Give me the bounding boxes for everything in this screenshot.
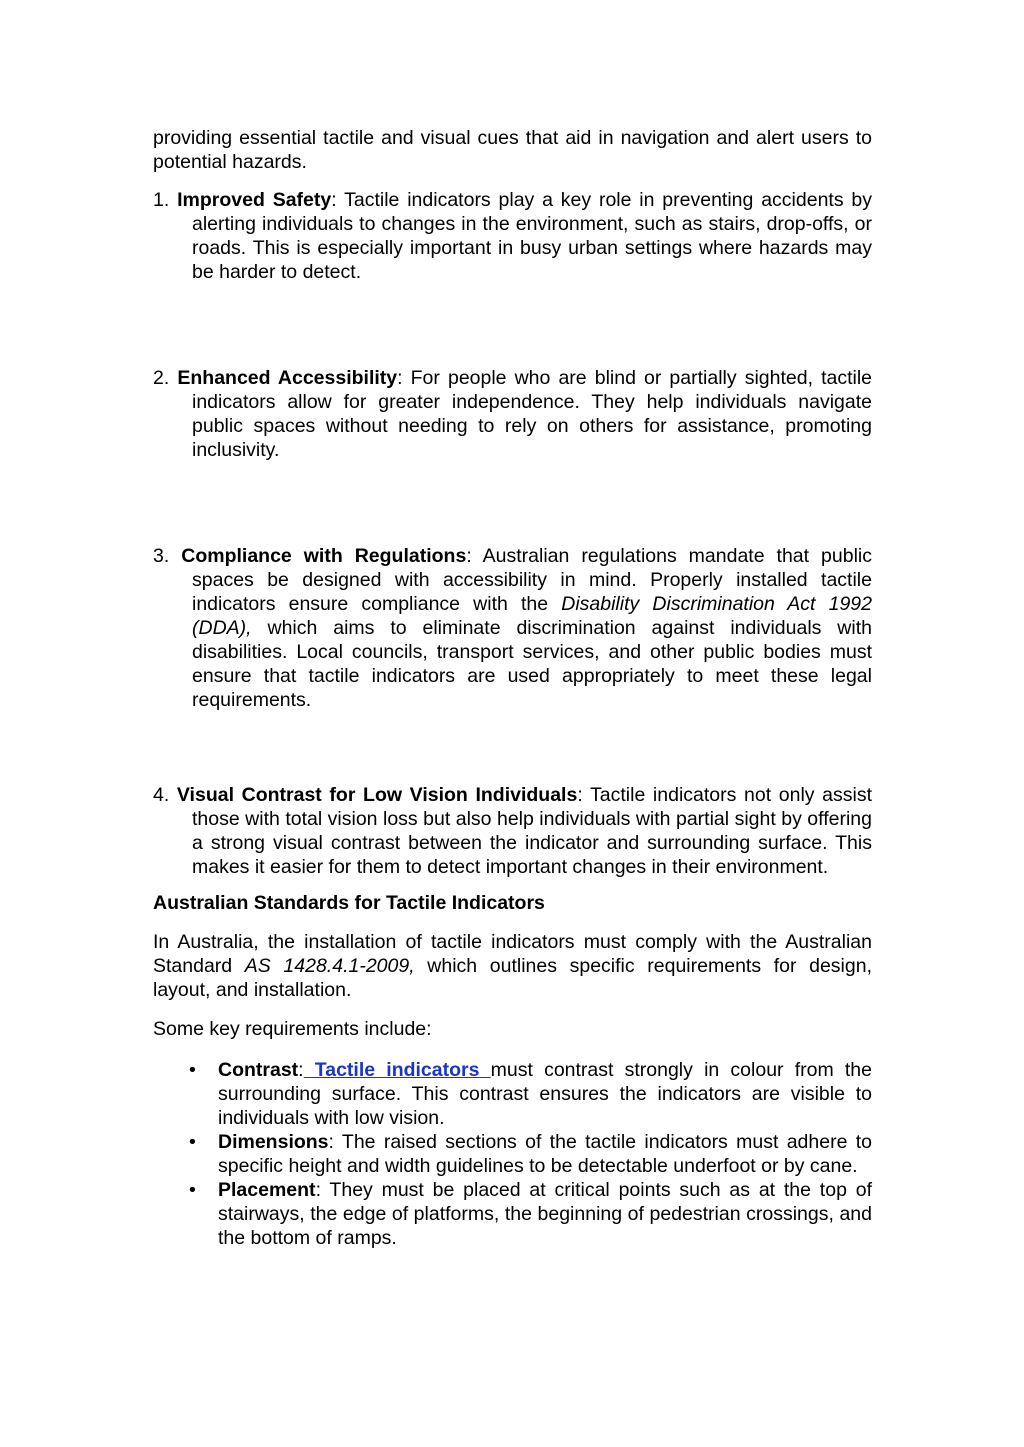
item-text: : For people who are blind or partially sighted, tactile indicators allow for greater independence. They help individuals navigate public spaces without needing to rely on others for assistance, promoting inclusivity. (192, 367, 873, 461)
bullet-icon: • (189, 1179, 196, 1201)
item-number: 4. (153, 784, 170, 806)
document-page (153, 126, 872, 1250)
bullet-text: : They must be placed at critical points such as at the top of stairways, the edge of platforms, the beginning of pedestrian crossings, and the bottom of ramps. (218, 1179, 872, 1249)
item-text: : Tactile indicators not only assist those with total vision loss but also help individuals with partial sight by offering a strong visual contrast between the indicator and surrounding surface. This makes it easier for them to detect important changes in their environment. (192, 784, 873, 878)
standard-text: In Australia, the installation of tactile indicators must comply with the Australian Standard (153, 931, 872, 977)
standard-text-continued: which outlines specific requirements for design, layout, and installation. (153, 955, 872, 1001)
item-title: Improved Safety (177, 189, 332, 211)
item-title: Compliance with Regulations (181, 545, 467, 567)
bullet-icon: • (189, 1131, 196, 1153)
section-heading: Australian Standards for Tactile Indicators (153, 892, 545, 914)
standard-code: AS 1428.4.1-2009, (244, 955, 415, 977)
item-number: 3. (153, 545, 170, 567)
standard-paragraph (153, 930, 872, 1002)
item-text: : Australian regulations mandate that public spaces be designed with accessibility in mind. Properly installed tactile indicators ensure compliance with the (192, 545, 872, 615)
list-item (153, 1178, 872, 1250)
act-name: Disability Discrimination Act 1992 (DDA), (192, 593, 872, 639)
bullet-title: Dimensions (218, 1131, 329, 1153)
list-item (153, 1058, 872, 1130)
list-item (153, 1130, 872, 1178)
bullet-title: Placement (218, 1179, 316, 1201)
bullet-title: Contrast (218, 1059, 299, 1081)
requirements-intro: Some key requirements include: (153, 1018, 432, 1040)
list-item-3 (153, 544, 872, 712)
item-text-continued: which aims to eliminate discrimination against individuals with disabilities. Local councils, transport services, and other public bodies must ensure that tactile indicators are used appropriately to meet these legal requirements. (192, 617, 872, 711)
item-text: : Tactile indicators play a key role in preventing accidents by alerting individuals to changes in the environment, such as stairs, drop-offs, or roads. This is especially important in busy urban settings where hazards may be harder to detect. (192, 189, 873, 283)
bullet-colon: : (298, 1059, 304, 1081)
item-title: Enhanced Accessibility (177, 367, 398, 389)
list-item-2 (153, 366, 872, 462)
tactile-indicators-link[interactable]: Tactile indicators (303, 1059, 491, 1081)
item-title: Visual Contrast for Low Vision Individuals (176, 784, 578, 806)
item-number: 2. (153, 367, 170, 389)
list-item-4 (153, 783, 872, 879)
list-item-1 (153, 188, 872, 284)
item-number: 1. (153, 189, 170, 211)
bullet-text: must contrast strongly in colour from the surrounding surface. This contrast ensures the indicators are visible to individuals with low vision. (218, 1059, 872, 1129)
intro-paragraph: providing essential tactile and visual cues that aid in navigation and alert users to potential hazards. (153, 127, 872, 173)
bullet-text: : The raised sections of the tactile indicators must adhere to specific height and width guidelines to be detectable underfoot or by cane. (218, 1131, 872, 1177)
bullet-icon: • (189, 1059, 196, 1081)
requirements-list (153, 1058, 872, 1250)
